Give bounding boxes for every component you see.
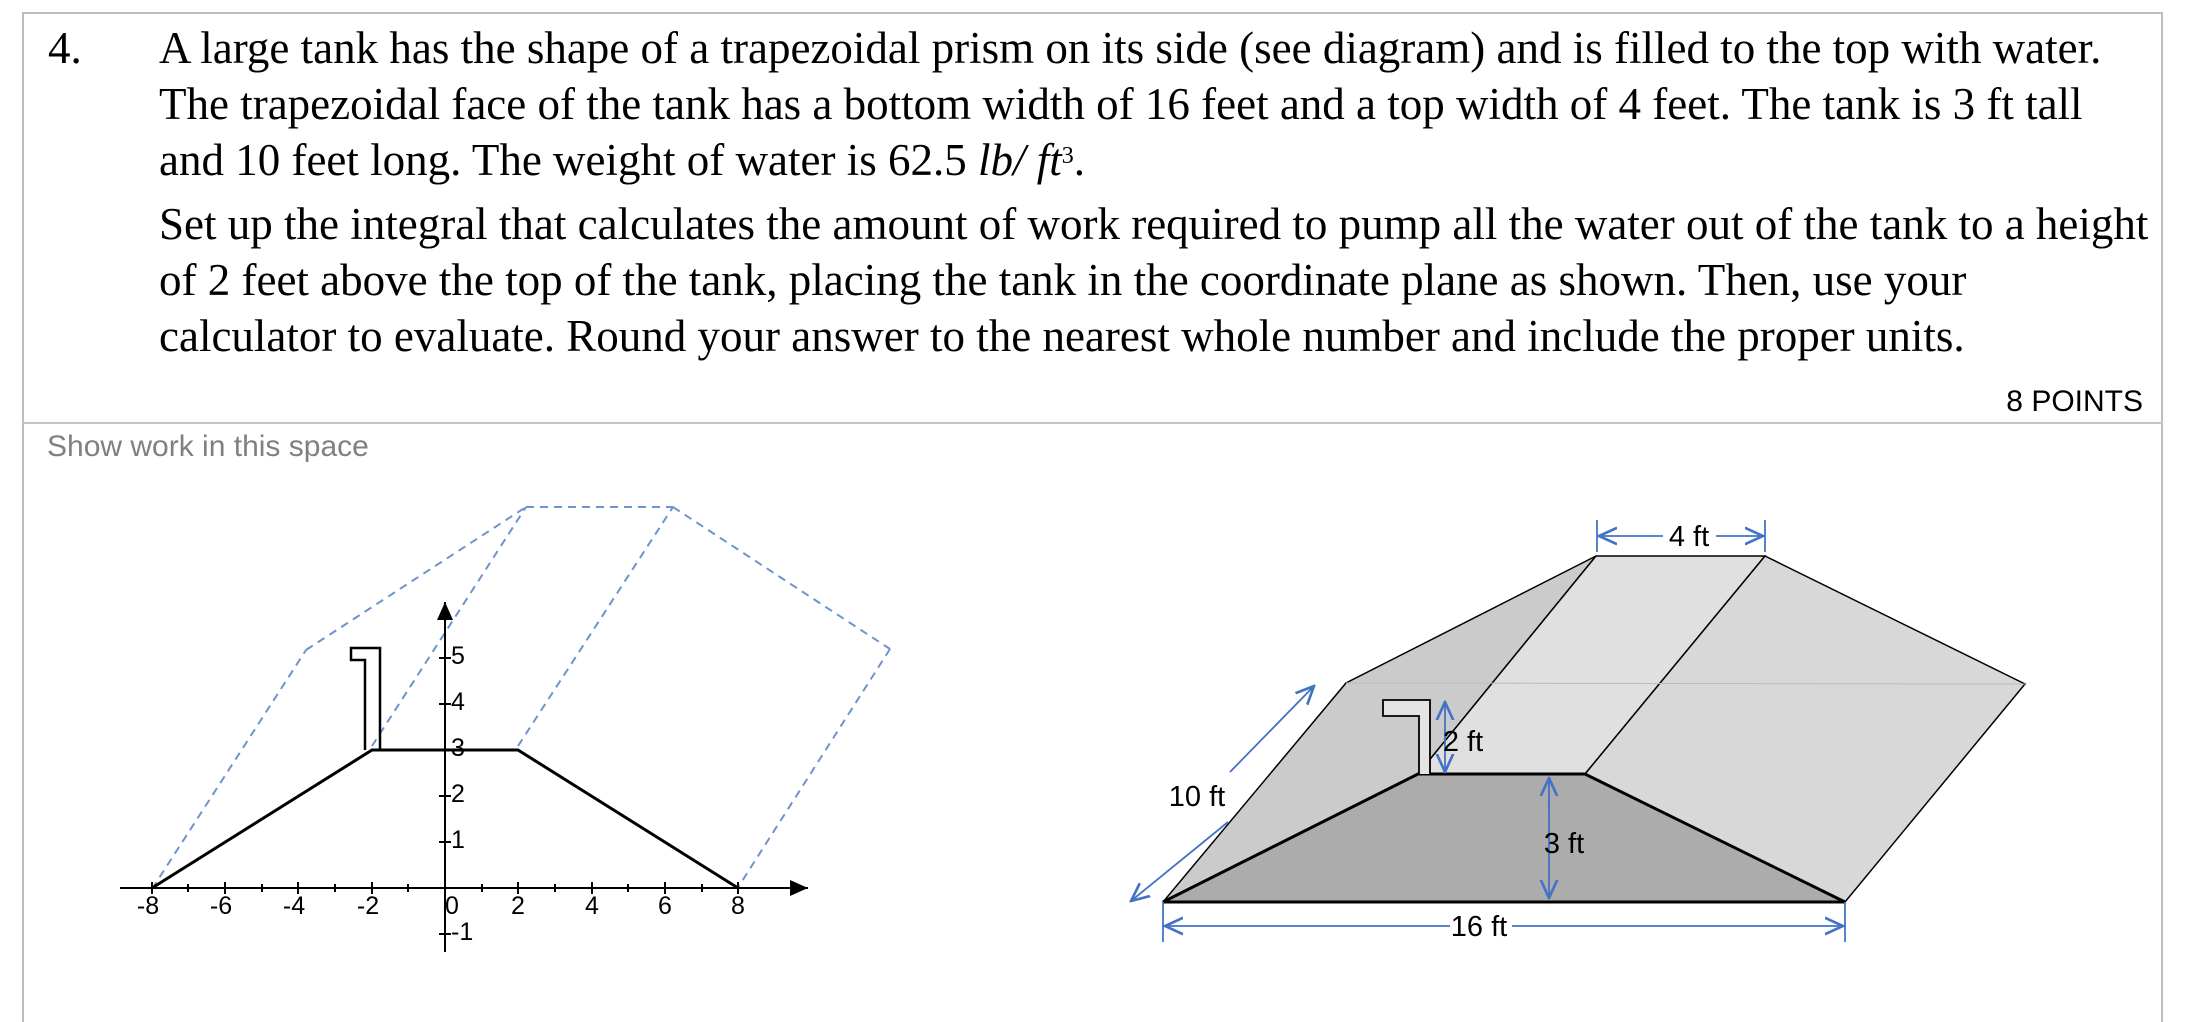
top-width-label: 4 ft <box>1668 521 1710 553</box>
points-label: 8 POINTS <box>2006 385 2143 418</box>
x-tick-label: 6 <box>658 892 672 920</box>
x-tick-label: 2 <box>511 892 525 920</box>
y-tick-label: 1 <box>451 826 465 854</box>
y-tick-label: -1 <box>451 918 474 946</box>
problem-instructions: Set up the integral that calculates the amount of work required to pump all the water out of the tank to a height of 2 feet above the top of the tank, placing the tank in the coordinate plane as shown. Then, use your calculator to evaluate. Round your answer to the nearest whole number and include the proper units. <box>159 199 2149 361</box>
x-tick-label: 8 <box>731 892 745 920</box>
unit-ft: ft <box>1036 135 1062 185</box>
x-tick-label: -2 <box>356 892 380 920</box>
x-tick-label: -8 <box>136 892 160 920</box>
unit-exponent: 3 <box>1061 143 1074 169</box>
pipe-height-label: 2 ft <box>1442 726 1484 758</box>
question-number: 4. <box>48 23 82 73</box>
work-space-hint: Show work in this space <box>47 430 369 463</box>
problem-intro: A large tank has the shape of a trapezoidal prism on its side (see diagram) and is filled to the top with water. The trapezoidal face of the tank has a bottom width of 16 feet and a top width of 4 feet. The tank is 3 ft tall and 10 feet long. The weight of water is 62.5 <box>159 23 2102 185</box>
length-label: 10 ft <box>1168 781 1226 813</box>
unit-lb: lb <box>977 135 1013 185</box>
height-label: 3 ft <box>1543 828 1585 860</box>
y-tick-label: 4 <box>451 688 465 716</box>
statement-end: . <box>1073 135 1086 185</box>
x-tick-label: -6 <box>209 892 233 920</box>
y-tick-label: 3 <box>451 734 465 762</box>
x-tick-label: -4 <box>282 892 306 920</box>
y-tick-label: 2 <box>451 780 465 808</box>
x-tick-label: 0 <box>445 892 459 920</box>
bottom-width-label: 16 ft <box>1450 911 1508 943</box>
y-tick-label: 5 <box>451 642 465 670</box>
x-tick-label: 4 <box>585 892 599 920</box>
unit-separator: / <box>1012 135 1037 185</box>
